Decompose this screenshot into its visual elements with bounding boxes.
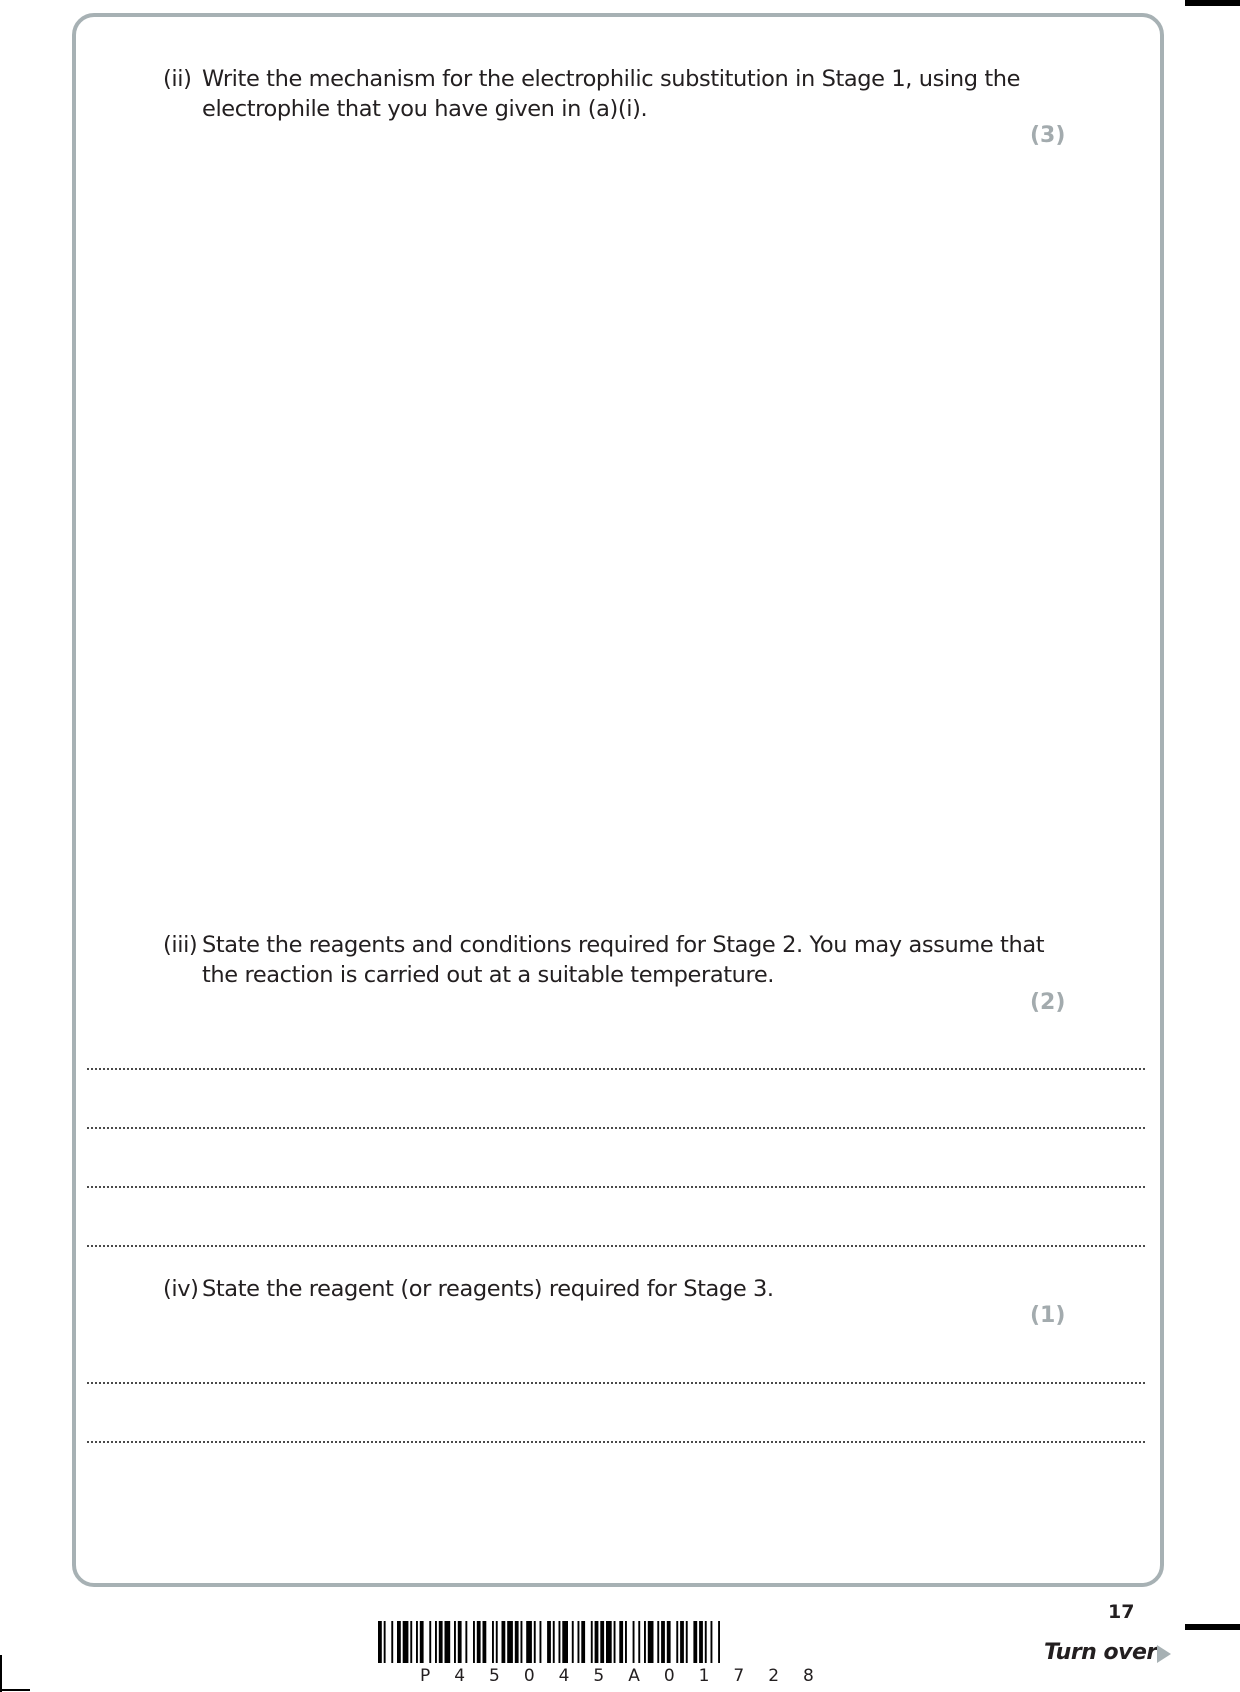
- barcode-bar: [378, 1621, 382, 1663]
- barcode-bar: [492, 1621, 494, 1663]
- barcode-bar: [416, 1621, 418, 1663]
- answer-space-mechanism[interactable]: [87, 160, 1145, 900]
- barcode-bar: [547, 1621, 551, 1663]
- barcode-bar: [572, 1621, 574, 1663]
- barcode-bar: [581, 1621, 585, 1663]
- barcode-bar: [473, 1621, 475, 1663]
- barcode-bar: [705, 1621, 707, 1663]
- barcode-digit: 7: [733, 1666, 745, 1686]
- barcode-bar: [661, 1621, 665, 1663]
- barcode-bar: [507, 1621, 513, 1663]
- barcode-bar: [454, 1621, 456, 1663]
- barcode-bar: [410, 1621, 412, 1663]
- barcode-bar: [559, 1621, 561, 1663]
- barcode-bar: [540, 1621, 542, 1663]
- question-text-line: the reaction is carried out at a suitable temperature.: [202, 962, 775, 988]
- question-number: (iii): [163, 932, 198, 958]
- page-number: 17: [1108, 1601, 1135, 1623]
- turn-over-arrow-icon: [1157, 1645, 1171, 1663]
- barcode-bar: [445, 1621, 451, 1663]
- barcode-bar: [644, 1621, 646, 1663]
- barcode-bar: [477, 1621, 481, 1663]
- barcode-bar: [600, 1621, 604, 1663]
- barcode-bar: [526, 1621, 532, 1663]
- barcode-bar: [562, 1621, 568, 1663]
- answer-line[interactable]: [87, 1068, 1145, 1070]
- marks-label: (3): [1030, 123, 1066, 148]
- crop-mark-bottom-right: [1185, 1624, 1240, 1630]
- barcode-bar: [614, 1621, 616, 1663]
- barcode-bar: [606, 1621, 612, 1663]
- barcode-bar: [648, 1621, 654, 1663]
- barcode-digit: 2: [768, 1666, 780, 1686]
- barcode-digit: 4: [454, 1666, 466, 1686]
- barcode-bar: [521, 1621, 523, 1663]
- barcode-bar: [439, 1621, 443, 1663]
- crop-mark-top-right: [1185, 0, 1240, 6]
- turn-over-label: Turn over: [1044, 1640, 1157, 1665]
- barcode-bar: [458, 1621, 462, 1663]
- question-text-line: State the reagents and conditions required for Stage 2. You may assume that: [202, 932, 1045, 958]
- barcode-bar: [403, 1621, 409, 1663]
- question-number: (iv): [163, 1276, 199, 1302]
- answer-line[interactable]: [87, 1382, 1145, 1384]
- barcode-digit: P: [420, 1666, 431, 1686]
- barcode-bar: [384, 1621, 386, 1663]
- barcode-bar: [397, 1621, 401, 1663]
- barcode-bar: [591, 1621, 593, 1663]
- barcode-bar: [595, 1621, 599, 1663]
- barcode-bar: [534, 1621, 536, 1663]
- barcode-bar: [657, 1621, 659, 1663]
- barcode-bar: [711, 1621, 713, 1663]
- barcode-digit: 4: [558, 1666, 570, 1686]
- answer-line[interactable]: [87, 1127, 1145, 1129]
- barcode-bar: [496, 1621, 498, 1663]
- barcode-bar: [638, 1621, 640, 1663]
- barcode-digit: 0: [523, 1666, 535, 1686]
- barcode-bar: [429, 1621, 431, 1663]
- barcode-bar: [633, 1621, 635, 1663]
- answer-line[interactable]: [87, 1186, 1145, 1188]
- barcode-bar: [391, 1621, 393, 1663]
- barcode-digits: [380, 1666, 858, 1686]
- marks-label: (2): [1030, 990, 1066, 1015]
- question-text-line: State the reagent (or reagents) required for Stage 3.: [202, 1276, 774, 1302]
- barcode-bar: [502, 1621, 506, 1663]
- crop-mark-bottom-left-horizontal: [0, 1689, 30, 1691]
- barcode-bar: [625, 1621, 627, 1663]
- barcode-bar: [435, 1621, 437, 1663]
- barcode-bar: [667, 1621, 671, 1663]
- barcode-bar: [578, 1621, 580, 1663]
- barcode-bar: [420, 1621, 424, 1663]
- barcode-bar: [515, 1621, 519, 1663]
- barcode-bar: [693, 1621, 697, 1663]
- barcode-bar: [465, 1621, 467, 1663]
- barcode-digit: 5: [489, 1666, 500, 1686]
- barcode-digit: 0: [663, 1666, 675, 1686]
- question-text-line: electrophile that you have given in (a)(i).: [202, 96, 648, 122]
- question-text-line: Write the mechanism for the electrophilic substitution in Stage 1, using the: [202, 66, 1021, 92]
- barcode-digit: 1: [698, 1666, 710, 1686]
- barcode-bar: [619, 1621, 623, 1663]
- answer-line[interactable]: [87, 1245, 1145, 1247]
- barcode-bar: [483, 1621, 487, 1663]
- answer-line[interactable]: [87, 1441, 1145, 1443]
- barcode-bar: [676, 1621, 678, 1663]
- barcode-digit: 8: [803, 1666, 814, 1686]
- barcode-bar: [699, 1621, 703, 1663]
- question-number: (ii): [163, 66, 192, 92]
- marks-label: (1): [1030, 1303, 1066, 1328]
- barcode-digit: 5: [593, 1666, 605, 1686]
- barcode-bar: [686, 1621, 688, 1663]
- barcode-bar: [718, 1621, 720, 1663]
- crop-mark-bottom-left-vertical: [0, 1655, 2, 1692]
- barcode-icon: [378, 1621, 860, 1663]
- barcode-bar: [553, 1621, 555, 1663]
- barcode-digit: A: [628, 1666, 640, 1686]
- barcode-bar: [680, 1621, 684, 1663]
